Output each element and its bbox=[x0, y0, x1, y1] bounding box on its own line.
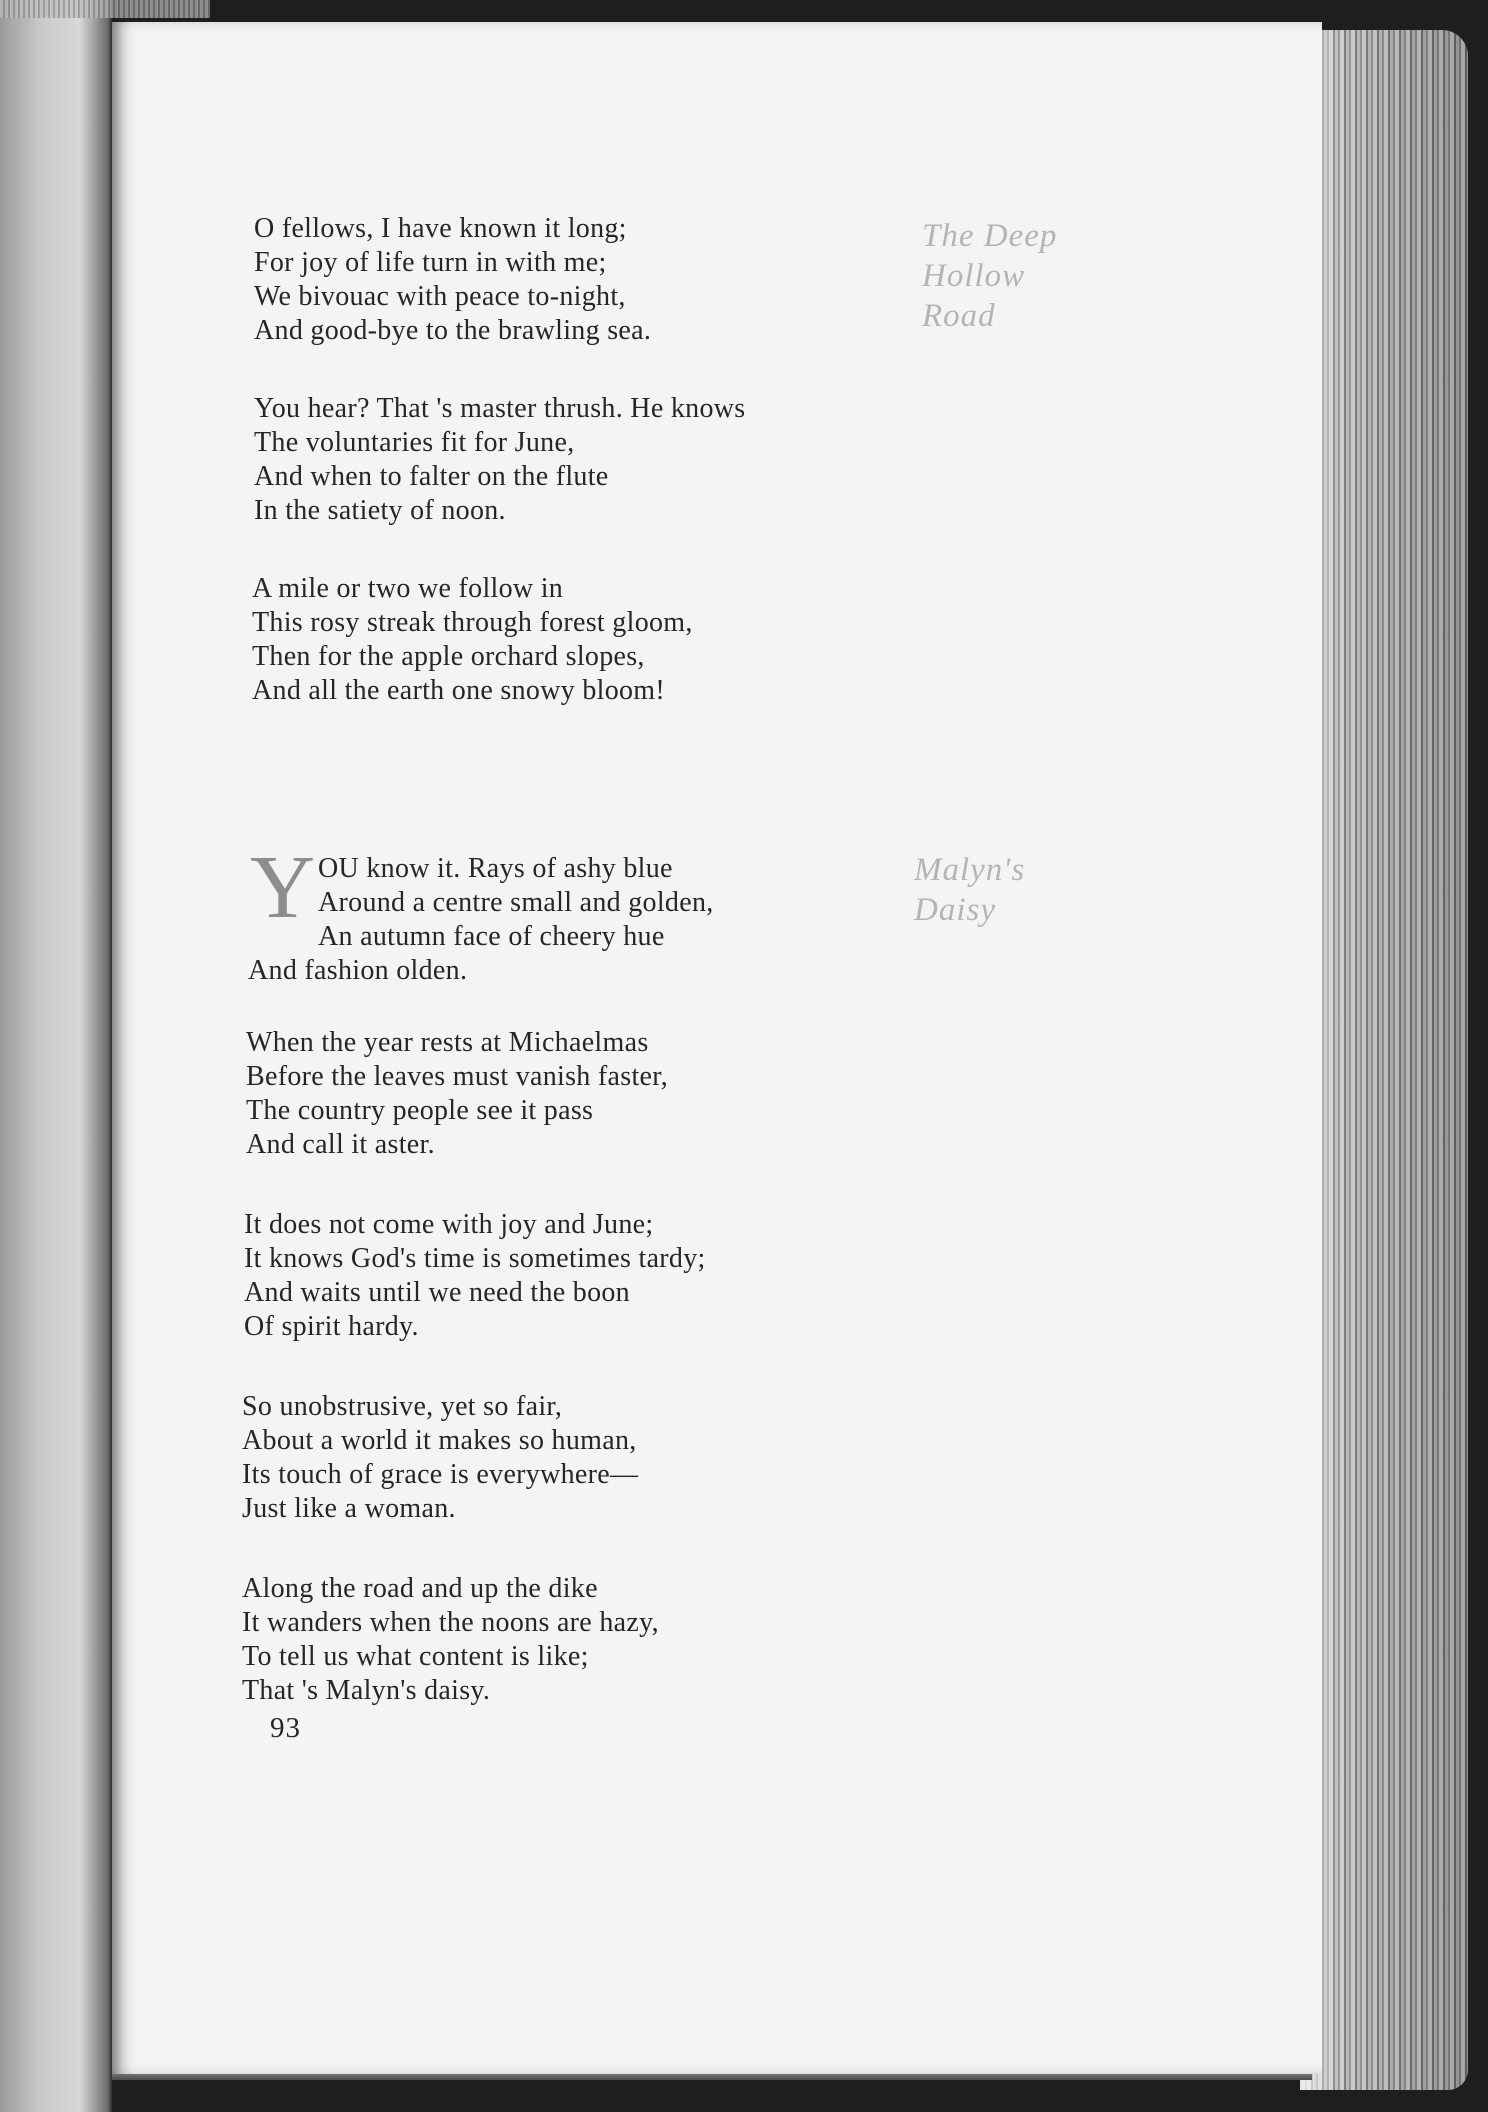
verse-line: An autumn face of cheery hue bbox=[318, 921, 665, 952]
verse-line: And waits until we need the boon bbox=[244, 1277, 630, 1308]
verse-line: The voluntaries fit for June, bbox=[254, 427, 575, 458]
verse-line: The country people see it pass bbox=[246, 1095, 594, 1126]
left-page-edge bbox=[0, 0, 112, 2112]
verse-line: Along the road and up the dike bbox=[242, 1573, 598, 1604]
poem1-stanza-1 bbox=[254, 212, 651, 348]
verse-line: So unobstrusive, yet so fair, bbox=[242, 1391, 563, 1422]
marginal-title-line: The Deep bbox=[922, 218, 1058, 254]
verse-line: And when to falter on the flute bbox=[254, 461, 609, 492]
verse-line: Around a centre small and golden, bbox=[318, 887, 714, 918]
marginal-title-line: Hollow bbox=[922, 258, 1026, 294]
verse-line: Just like a woman. bbox=[242, 1493, 456, 1524]
poem2-stanza-2 bbox=[246, 1026, 668, 1162]
verse-line: Then for the apple orchard slopes, bbox=[252, 641, 645, 672]
verse-line: Its touch of grace is everywhere— bbox=[242, 1459, 639, 1490]
poem2-stanza-3 bbox=[244, 1208, 706, 1344]
verse-line: And call it aster. bbox=[246, 1129, 435, 1160]
verse-line: OU know it. Rays of ashy blue bbox=[318, 853, 673, 884]
verse-line: To tell us what content is like; bbox=[242, 1641, 589, 1672]
verse-line: For joy of life turn in with me; bbox=[254, 247, 607, 278]
left-page-top-edge bbox=[0, 0, 210, 18]
poem2-stanza-5 bbox=[242, 1572, 659, 1708]
poem2-stanza-1 bbox=[248, 852, 714, 988]
marginal-title-deep-hollow-road bbox=[922, 216, 1057, 336]
page-stack-edges bbox=[1300, 30, 1468, 2090]
verse-line: In the satiety of noon. bbox=[254, 495, 506, 526]
marginal-title-malyns-daisy bbox=[914, 850, 1025, 930]
verse-line: We bivouac with peace to-night, bbox=[254, 281, 626, 312]
verse-line: It knows God's time is sometimes tardy; bbox=[244, 1243, 706, 1274]
verse-line: Before the leaves must vanish faster, bbox=[246, 1061, 669, 1092]
verse-line: About a world it makes so human, bbox=[242, 1425, 637, 1456]
poem1-stanza-2 bbox=[254, 392, 745, 528]
page-number: 93 bbox=[270, 1712, 301, 1744]
verse-line: And all the earth one snowy bloom! bbox=[252, 675, 666, 706]
poem2-stanza-4 bbox=[242, 1390, 638, 1526]
marginal-title-line: Malyn's bbox=[914, 852, 1026, 888]
verse-line: That 's Malyn's daisy. bbox=[242, 1675, 491, 1706]
verse-line: A mile or two we follow in bbox=[252, 573, 564, 604]
verse-line: You hear? That 's master thrush. He knows bbox=[254, 393, 746, 424]
verse-line: And fashion olden. bbox=[248, 955, 468, 986]
verse-line: O fellows, I have known it long; bbox=[254, 213, 627, 244]
marginal-title-line: Road bbox=[922, 298, 996, 334]
verse-line: This rosy streak through forest gloom, bbox=[252, 607, 693, 638]
marginal-title-line: Daisy bbox=[914, 892, 996, 928]
drop-cap: Y bbox=[250, 838, 315, 937]
verse-line: It wanders when the noons are hazy, bbox=[242, 1607, 659, 1638]
verse-line: It does not come with joy and June; bbox=[244, 1209, 654, 1240]
verse-line: Of spirit hardy. bbox=[244, 1311, 419, 1342]
verse-line: And good-bye to the brawling sea. bbox=[254, 315, 652, 346]
verse-line: When the year rests at Michaelmas bbox=[246, 1027, 649, 1058]
poem1-stanza-3 bbox=[252, 572, 693, 708]
